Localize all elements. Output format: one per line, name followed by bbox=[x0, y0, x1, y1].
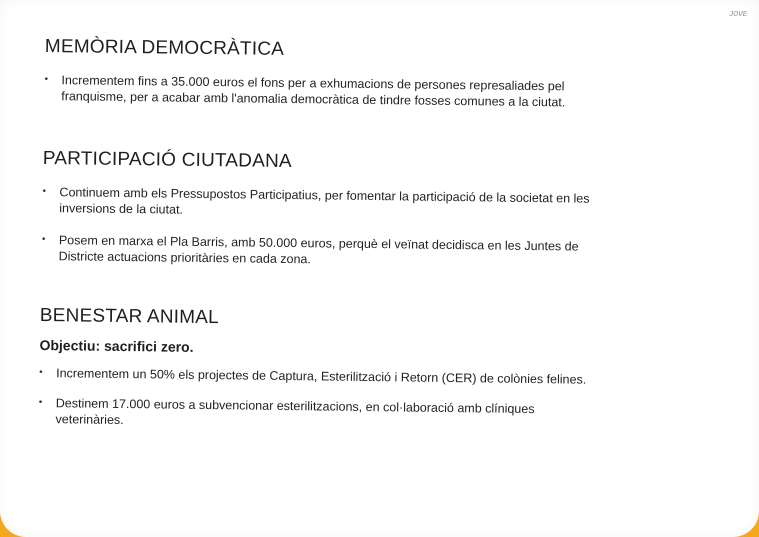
bullet-icon: • bbox=[38, 396, 43, 409]
bullet-list bbox=[44, 72, 604, 111]
list-item bbox=[39, 395, 599, 434]
bullet-icon: • bbox=[42, 185, 47, 198]
bullet-icon: • bbox=[39, 366, 43, 379]
list-item bbox=[42, 184, 602, 223]
section-heading: PARTICIPACIÓ CIUTADANA bbox=[42, 148, 292, 173]
list-item-text: Continuem amb els Pressupostos Participatius, per fomentar la participació de la societat en les inversions de la ciutat. bbox=[59, 185, 590, 217]
section-memoria-democratica bbox=[44, 36, 605, 111]
corner-mark: ᴊᴏᴠᴇ bbox=[729, 8, 747, 18]
bullet-list bbox=[42, 184, 603, 271]
section-benestar-animal bbox=[39, 305, 600, 434]
section-heading: MEMÒRIA DEMOCRÀTICA bbox=[44, 36, 285, 60]
list-item-text: Destinem 17.000 euros a subvencionar esterilitzacions, en col·laboració amb clíniques veterinàries. bbox=[55, 396, 535, 428]
section-participacio-ciutadana bbox=[42, 148, 603, 271]
list-item-text: Incrementem fins a 35.000 euros el fons per a exhumacions de persones represaliades pel franquisme, per a acabar amb l'anomalia democràtica de tindre fosses comunes a la ciutat. bbox=[61, 73, 566, 110]
bullet-icon: • bbox=[41, 233, 46, 246]
list-item-text: Posem en marxa el Pla Barris, amb 50.000 euros, perquè el veïnat decidisca en les Juntes de Districte actuacions prioritàries en cada zona. bbox=[58, 233, 579, 267]
list-item bbox=[39, 365, 599, 388]
list-item bbox=[44, 72, 604, 111]
bullet-list bbox=[39, 365, 600, 434]
list-item bbox=[42, 232, 602, 271]
bullet-icon: • bbox=[44, 73, 49, 86]
section-objective: Objectiu: sacrifici zero. bbox=[39, 336, 194, 355]
section-heading: BENESTAR ANIMAL bbox=[39, 305, 219, 329]
list-item-text: Incrementem un 50% els projectes de Captura, Esterilització i Retorn (CER) de colònies felines. bbox=[56, 366, 587, 387]
